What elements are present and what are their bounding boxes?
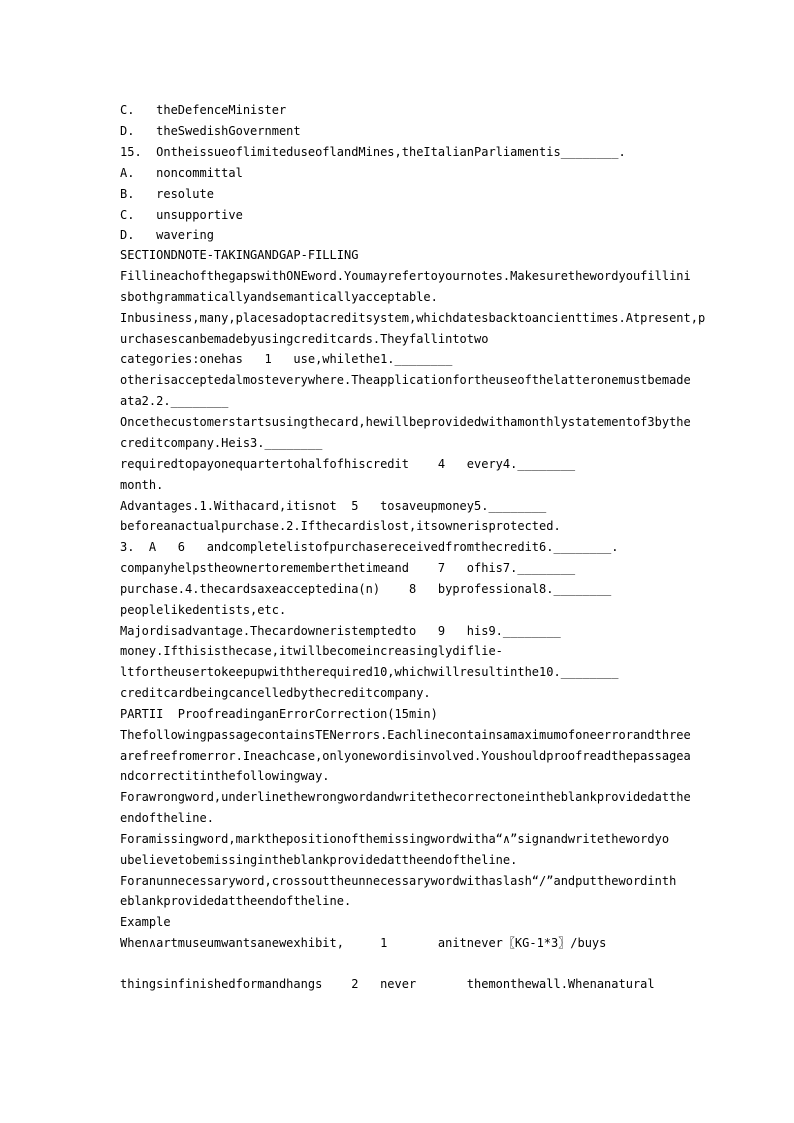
text-line: C. unsupportive bbox=[120, 208, 243, 222]
text-line: thingsinfinishedformandhangs 2 never themonthewall.Whenanatural bbox=[120, 977, 655, 991]
text-line: otherisacceptedalmosteverywhere.Theapplicationfortheuseofthelatteronemustbemade bbox=[120, 373, 691, 387]
text-line: arefreefromerror.Ineachcase,onlyonewordisinvolved.Youshouldproofreadthepassagea bbox=[120, 749, 691, 763]
text-line: creditcardbeingcancelledbythecreditcompany. bbox=[120, 686, 431, 700]
text-line: eblankprovidedattheendoftheline. bbox=[120, 894, 352, 908]
text-line: sbothgrammaticallyandsemanticallyacceptable. bbox=[120, 290, 438, 304]
text-line: categories:onehas 1 use,whilethe1.________ bbox=[120, 352, 453, 366]
text-line: D. theSwedishGovernment bbox=[120, 124, 301, 138]
text-line: peoplelikedentists,etc. bbox=[120, 603, 287, 617]
text-line: ThefollowingpassagecontainsTENerrors.Eachlinecontainsamaximumofoneerrorandthree bbox=[120, 728, 691, 742]
text-line: ubelievetobemissingintheblankprovidedattheendoftheline. bbox=[120, 853, 518, 867]
text-line: Forawrongword,underlinethewrongwordandwritethecorrectoneintheblankprovidedatthe bbox=[120, 790, 691, 804]
text-line: A. noncommittal bbox=[120, 166, 243, 180]
text-line: ltfortheusertokeepupwiththerequired10,whichwillresultinthe10.________ bbox=[120, 665, 619, 679]
text-line: Inbusiness,many,placesadoptacreditsystem,whichdatesbacktoancienttimes.Atpresent,p bbox=[120, 311, 706, 325]
text-line: FillineachofthegapswithONEword.Youmayrefertoyournotes.Makesurethewordyoufillini bbox=[120, 269, 691, 283]
text-line: Example bbox=[120, 915, 171, 929]
text-line: 3. A 6 andcompletelistofpurchasereceivedfromthecredit6.________. bbox=[120, 540, 619, 554]
text-line: 15. OntheissueoflimiteduseoflandMines,theItalianParliamentis________. bbox=[120, 145, 626, 159]
text-line: Majordisadvantage.Thecardowneristemptedto 9 his9.________ bbox=[120, 624, 561, 638]
text-line: ata2.2.________ bbox=[120, 394, 229, 408]
text-line: D. wavering bbox=[120, 228, 214, 242]
text-line: month. bbox=[120, 478, 164, 492]
text-line: When∧artmuseumwantsanewexhibit, 1 anitnever〖KG-1*3〗/buys bbox=[120, 936, 607, 950]
section-heading: PARTII ProofreadinganErrorCorrection(15min) bbox=[120, 707, 438, 721]
text-line: Advantages.1.Withacard,itisnot 5 tosaveupmoney5.________ bbox=[120, 499, 547, 513]
text-line: Foranunnecessaryword,crossouttheunnecessarywordwithaslash“/”andputthewordinth bbox=[120, 874, 677, 888]
text-line: ndcorrectitinthefollowingway. bbox=[120, 769, 330, 783]
text-line: Foramissingword,markthepositionofthemissingwordwitha“∧”signandwritethewordyo bbox=[120, 832, 670, 846]
text-line: money.Ifthisisthecase,itwillbecomeincreasinglydiflie- bbox=[120, 644, 503, 658]
section-heading: SECTIONDNOTE-TAKINGANDGAP-FILLING bbox=[120, 248, 359, 262]
text-line: urchasescanbemadebyusingcreditcards.Theyfallintotwo bbox=[120, 332, 489, 346]
text-line: endoftheline. bbox=[120, 811, 214, 825]
text-line: companyhelpstheownertorememberthetimeand 7 ofhis7.________ bbox=[120, 561, 576, 575]
text-line: C. theDefenceMinister bbox=[120, 103, 287, 117]
text-line: purchase.4.thecardsaxeacceptedina(n) 8 byprofessional8.________ bbox=[120, 582, 612, 596]
text-line: Oncethecustomerstartsusingthecard,hewillbeprovidedwithamonthlystatementof3bythe bbox=[120, 415, 691, 429]
text-line: creditcompany.Heis3.________ bbox=[120, 436, 323, 450]
text-line: requiredtopayonequartertohalfofhiscredit 4 every4.________ bbox=[120, 457, 576, 471]
text-line: beforeanactualpurchase.2.Ifthecardislost,itsownerisprotected. bbox=[120, 519, 561, 533]
text-line: B. resolute bbox=[120, 187, 214, 201]
